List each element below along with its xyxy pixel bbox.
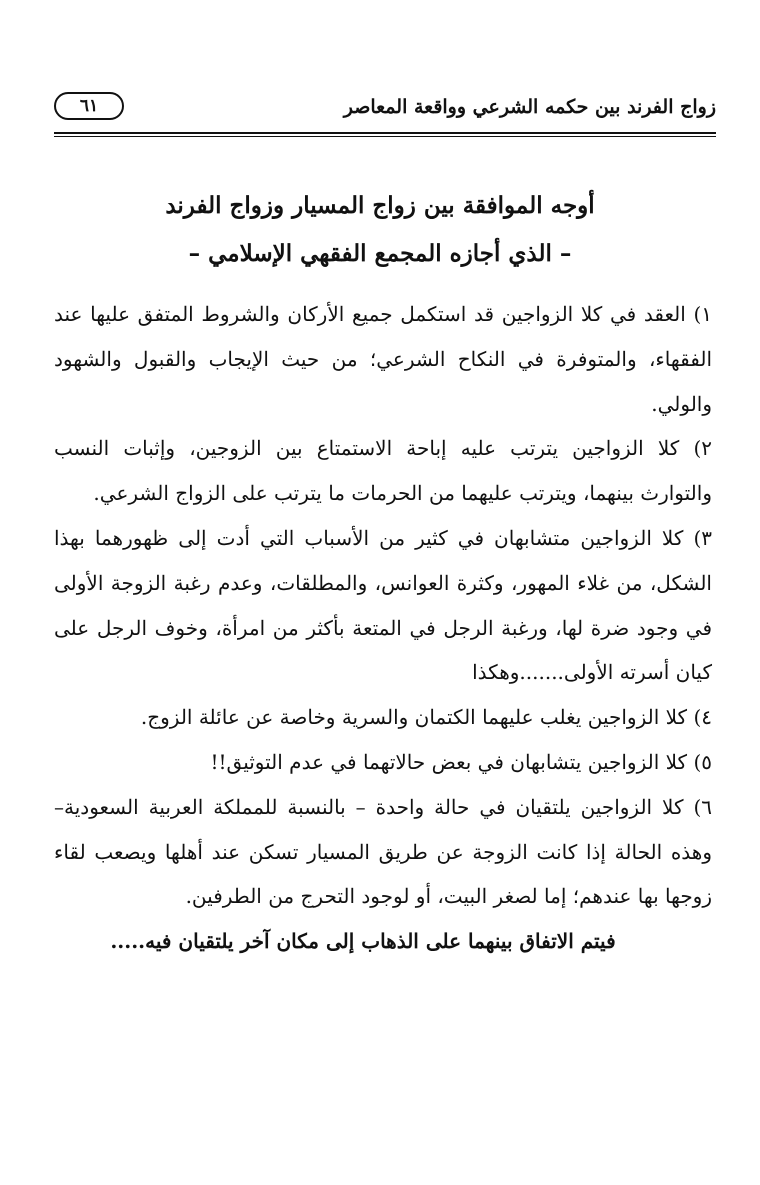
list-item-number: ٤): [693, 705, 712, 730]
list-item: [54, 516, 712, 695]
header-title: زواج الفرند بين حكمه الشرعي وواقعة المعاصر: [343, 96, 716, 118]
list-item-text: كلا الزواجين يترتب عليه إباحة الاستمتاع بين الزوجين، وإثبات النسب والتوارث بينهما، ويترتب عليهما من الحرمات ما يترتب على الزواج الشرعي.: [54, 436, 712, 506]
header-divider-thin: [54, 136, 716, 137]
running-header: [54, 88, 716, 128]
section-heading: أوجه الموافقة بين زواج المسيار وزواج الفرند: [165, 192, 595, 219]
list-item-text: كلا الزواجين يلتقيان في حالة واحدة – بالنسبة للمملكة العربية السعودية– وهذه الحالة إذا كانت الزوجة عن طريق المسيار تسكن عند أهلها ويصعب لقاء زوجها بها عندهم؛ إما لصغر البيت، أو لوجود التحرج من الطرفين.: [54, 794, 712, 909]
list-item-text: كلا الزواجين متشابهان في كثير من الأسباب التي أدت إلى ظهورهما بهذا الشكل، من غلاء المهور، وكثرة العوانس، والمطلقات، وعدم رغبة الزوجة الأولى في وجود ضرة لها، ورغبة الرجل في المتعة بأكثر من امرأة، وخوف الرجل على كيان أسرته الأولى.......وهكذا: [54, 525, 712, 685]
section-subheading: – الذي أجازه المجمع الفقهي الإسلامي –: [188, 240, 572, 267]
list-item: [54, 292, 712, 426]
list-item: [54, 695, 712, 740]
list-item-number: ٣): [693, 525, 712, 550]
list-item-number: ٢): [693, 436, 713, 461]
header-divider: [54, 132, 716, 134]
list-item: [54, 785, 712, 919]
list-item: [54, 740, 712, 785]
page-number: ٦١: [54, 92, 124, 120]
closing-line: فيتم الاتفاق بينهما على الذهاب إلى مكان آخر يلتقيان فيه.....: [110, 929, 616, 954]
list-item-number: ١): [693, 302, 712, 326]
list-item-number: ٦): [693, 794, 712, 819]
list-item-text: العقد في كلا الزواجين قد استكمل جميع الأركان والشروط المتفق عليها عند الفقهاء، والمتوفرة في النكاح الشرعي؛ من حيث الإيجاب والقبول والشهود والولي.: [54, 302, 712, 416]
list-item-number: ٥): [693, 749, 712, 774]
body-text: [54, 292, 712, 964]
list-item: [54, 426, 712, 516]
list-item-text: كلا الزواجين يغلب عليهما الكتمان والسرية وخاصة عن عائلة الزوج.: [140, 705, 688, 730]
list-item-text: كلا الزواجين يتشابهان في بعض حالاتهما في عدم التوثيق!!: [210, 749, 688, 774]
